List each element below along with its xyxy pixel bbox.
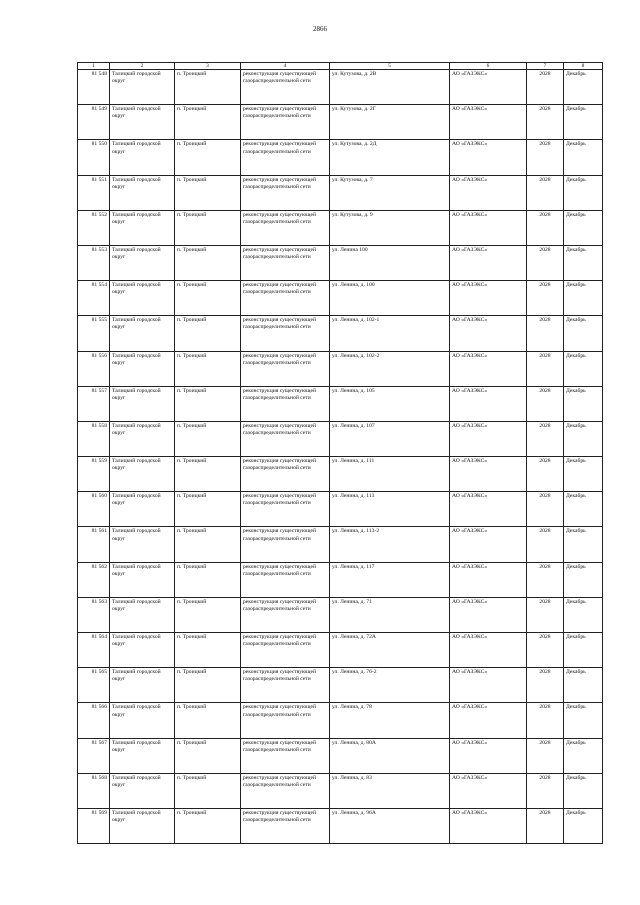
row-number-cell: 81 558 <box>78 421 110 456</box>
work-type-cell: реконструкция существующей газораспределительной сети <box>241 527 330 562</box>
organization-cell: АО «ГАЗЭКС» <box>450 70 527 105</box>
year-cell: 2028 <box>527 210 564 245</box>
settlement-cell: п. Троицкий <box>175 175 241 210</box>
year-cell: 2028 <box>527 457 564 492</box>
table-row <box>78 70 603 105</box>
address-cell: ул. Кутузова, д. 7 <box>330 175 450 210</box>
column-number: 8 <box>564 63 603 70</box>
district-cell: Талицкий городской округ <box>110 175 175 210</box>
address-cell: ул. Ленина, д. 76-2 <box>330 668 450 703</box>
address-cell: ул. Ленина, д. 102-1 <box>330 316 450 351</box>
year-cell: 2028 <box>527 703 564 738</box>
district-cell: Талицкий городской округ <box>110 668 175 703</box>
district-cell: Талицкий городской округ <box>110 140 175 175</box>
month-cell: Декабрь <box>564 808 603 843</box>
table-row <box>78 386 603 421</box>
month-cell: Декабрь <box>564 597 603 632</box>
address-cell: ул. Ленина, д. 96А <box>330 808 450 843</box>
work-type-cell: реконструкция существующей газораспределительной сети <box>241 597 330 632</box>
month-cell: Декабрь <box>564 210 603 245</box>
work-type-cell: реконструкция существующей газораспределительной сети <box>241 351 330 386</box>
district-cell: Талицкий городской округ <box>110 421 175 456</box>
settlement-cell: п. Троицкий <box>175 421 241 456</box>
work-type-cell: реконструкция существующей газораспределительной сети <box>241 668 330 703</box>
district-cell: Талицкий городской округ <box>110 633 175 668</box>
month-cell: Декабрь <box>564 281 603 316</box>
table-row <box>78 703 603 738</box>
work-type-cell: реконструкция существующей газораспределительной сети <box>241 773 330 808</box>
settlement-cell: п. Троицкий <box>175 351 241 386</box>
month-cell: Декабрь <box>564 316 603 351</box>
table-row <box>78 738 603 773</box>
table-row <box>78 633 603 668</box>
address-cell: ул. Кутузова, д. 2Д <box>330 140 450 175</box>
month-cell: Декабрь <box>564 703 603 738</box>
organization-cell: АО «ГАЗЭКС» <box>450 668 527 703</box>
month-cell: Декабрь <box>564 421 603 456</box>
row-number-cell: 81 555 <box>78 316 110 351</box>
year-cell: 2028 <box>527 597 564 632</box>
district-cell: Талицкий городской округ <box>110 316 175 351</box>
year-cell: 2028 <box>527 105 564 140</box>
year-cell: 2028 <box>527 281 564 316</box>
row-number-cell: 81 568 <box>78 773 110 808</box>
month-cell: Декабрь <box>564 386 603 421</box>
month-cell: Декабрь <box>564 140 603 175</box>
table-row <box>78 175 603 210</box>
row-number-cell: 81 551 <box>78 175 110 210</box>
column-number-row <box>78 63 603 70</box>
settlement-cell: п. Троицкий <box>175 70 241 105</box>
table-row <box>78 281 603 316</box>
district-cell: Талицкий городской округ <box>110 351 175 386</box>
month-cell: Декабрь <box>564 738 603 773</box>
column-number: 4 <box>241 63 330 70</box>
district-cell: Талицкий городской округ <box>110 210 175 245</box>
work-type-cell: реконструкция существующей газораспределительной сети <box>241 421 330 456</box>
page-number: 2866 <box>313 25 327 33</box>
column-number: 1 <box>78 63 110 70</box>
column-number: 5 <box>330 63 450 70</box>
address-cell: ул. Ленина 100 <box>330 245 450 280</box>
row-number-cell: 81 548 <box>78 70 110 105</box>
row-number-cell: 81 569 <box>78 808 110 843</box>
year-cell: 2028 <box>527 633 564 668</box>
settlement-cell: п. Троицкий <box>175 738 241 773</box>
organization-cell: АО «ГАЗЭКС» <box>450 351 527 386</box>
organization-cell: АО «ГАЗЭКС» <box>450 492 527 527</box>
work-type-cell: реконструкция существующей газораспределительной сети <box>241 70 330 105</box>
district-cell: Талицкий городской округ <box>110 703 175 738</box>
year-cell: 2028 <box>527 351 564 386</box>
year-cell: 2028 <box>527 70 564 105</box>
row-number-cell: 81 566 <box>78 703 110 738</box>
year-cell: 2028 <box>527 738 564 773</box>
organization-cell: АО «ГАЗЭКС» <box>450 597 527 632</box>
organization-cell: АО «ГАЗЭКС» <box>450 245 527 280</box>
settlement-cell: п. Троицкий <box>175 492 241 527</box>
column-number: 3 <box>175 63 241 70</box>
month-cell: Декабрь <box>564 773 603 808</box>
work-type-cell: реконструкция существующей газораспределительной сети <box>241 738 330 773</box>
row-number-cell: 81 564 <box>78 633 110 668</box>
month-cell: Декабрь <box>564 105 603 140</box>
settlement-cell: п. Троицкий <box>175 808 241 843</box>
column-number: 7 <box>527 63 564 70</box>
table-row <box>78 668 603 703</box>
district-cell: Талицкий городской округ <box>110 492 175 527</box>
year-cell: 2028 <box>527 808 564 843</box>
work-type-cell: реконструкция существующей газораспределительной сети <box>241 457 330 492</box>
row-number-cell: 81 559 <box>78 457 110 492</box>
month-cell: Декабрь <box>564 633 603 668</box>
district-cell: Талицкий городской округ <box>110 597 175 632</box>
settlement-cell: п. Троицкий <box>175 105 241 140</box>
table-row <box>78 421 603 456</box>
settlement-cell: п. Троицкий <box>175 140 241 175</box>
district-cell: Талицкий городской округ <box>110 527 175 562</box>
table-row <box>78 808 603 843</box>
work-type-cell: реконструкция существующей газораспределительной сети <box>241 386 330 421</box>
row-number-cell: 81 562 <box>78 562 110 597</box>
work-type-cell: реконструкция существующей газораспределительной сети <box>241 281 330 316</box>
district-cell: Талицкий городской округ <box>110 281 175 316</box>
row-number-cell: 81 561 <box>78 527 110 562</box>
organization-cell: АО «ГАЗЭКС» <box>450 703 527 738</box>
address-cell: ул. Ленина, д. 80А <box>330 738 450 773</box>
address-cell: ул. Ленина, д. 78 <box>330 703 450 738</box>
organization-cell: АО «ГАЗЭКС» <box>450 808 527 843</box>
settlement-cell: п. Троицкий <box>175 703 241 738</box>
settlement-cell: п. Троицкий <box>175 457 241 492</box>
month-cell: Декабрь <box>564 175 603 210</box>
district-cell: Талицкий городской округ <box>110 808 175 843</box>
column-number: 6 <box>450 63 527 70</box>
month-cell: Декабрь <box>564 492 603 527</box>
work-type-cell: реконструкция существующей газораспределительной сети <box>241 492 330 527</box>
row-number-cell: 81 550 <box>78 140 110 175</box>
organization-cell: АО «ГАЗЭКС» <box>450 175 527 210</box>
year-cell: 2028 <box>527 492 564 527</box>
year-cell: 2028 <box>527 527 564 562</box>
organization-cell: АО «ГАЗЭКС» <box>450 773 527 808</box>
address-cell: ул. Ленина, д. 113 <box>330 492 450 527</box>
year-cell: 2028 <box>527 316 564 351</box>
row-number-cell: 81 552 <box>78 210 110 245</box>
work-type-cell: реконструкция существующей газораспределительной сети <box>241 703 330 738</box>
district-cell: Талицкий городской округ <box>110 105 175 140</box>
table-row <box>78 105 603 140</box>
month-cell: Декабрь <box>564 245 603 280</box>
organization-cell: АО «ГАЗЭКС» <box>450 562 527 597</box>
organization-cell: АО «ГАЗЭКС» <box>450 386 527 421</box>
column-number: 2 <box>110 63 175 70</box>
address-cell: ул. Ленина, д. 105 <box>330 386 450 421</box>
address-cell: ул. Ленина, д. 83 <box>330 773 450 808</box>
organization-cell: АО «ГАЗЭКС» <box>450 633 527 668</box>
month-cell: Декабрь <box>564 70 603 105</box>
month-cell: Декабрь <box>564 562 603 597</box>
settlement-cell: п. Троицкий <box>175 562 241 597</box>
table-row <box>78 245 603 280</box>
row-number-cell: 81 549 <box>78 105 110 140</box>
address-cell: ул. Ленина, д. 107 <box>330 421 450 456</box>
row-number-cell: 81 560 <box>78 492 110 527</box>
work-type-cell: реконструкция существующей газораспределительной сети <box>241 316 330 351</box>
organization-cell: АО «ГАЗЭКС» <box>450 210 527 245</box>
settlement-cell: п. Троицкий <box>175 668 241 703</box>
year-cell: 2028 <box>527 668 564 703</box>
settlement-cell: п. Троицкий <box>175 316 241 351</box>
year-cell: 2028 <box>527 140 564 175</box>
work-type-cell: реконструкция существующей газораспределительной сети <box>241 808 330 843</box>
row-number-cell: 81 563 <box>78 597 110 632</box>
district-cell: Талицкий городской округ <box>110 70 175 105</box>
address-cell: ул. Ленина, д. 111 <box>330 457 450 492</box>
settlement-cell: п. Троицкий <box>175 245 241 280</box>
address-cell: ул. Кутузова, д. 2Г <box>330 105 450 140</box>
year-cell: 2028 <box>527 175 564 210</box>
row-number-cell: 81 557 <box>78 386 110 421</box>
month-cell: Декабрь <box>564 668 603 703</box>
year-cell: 2028 <box>527 421 564 456</box>
district-cell: Талицкий городской округ <box>110 738 175 773</box>
row-number-cell: 81 554 <box>78 281 110 316</box>
settlement-cell: п. Троицкий <box>175 527 241 562</box>
table-row <box>78 597 603 632</box>
register-table <box>77 62 603 844</box>
table-row <box>78 492 603 527</box>
settlement-cell: п. Троицкий <box>175 633 241 668</box>
settlement-cell: п. Троицкий <box>175 386 241 421</box>
row-number-cell: 81 565 <box>78 668 110 703</box>
month-cell: Декабрь <box>564 527 603 562</box>
month-cell: Декабрь <box>564 351 603 386</box>
organization-cell: АО «ГАЗЭКС» <box>450 281 527 316</box>
month-cell: Декабрь <box>564 457 603 492</box>
table-body <box>78 63 603 844</box>
row-number-cell: 81 556 <box>78 351 110 386</box>
year-cell: 2028 <box>527 245 564 280</box>
work-type-cell: реконструкция существующей газораспределительной сети <box>241 633 330 668</box>
district-cell: Талицкий городской округ <box>110 562 175 597</box>
address-cell: ул. Ленина, д. 113-2 <box>330 527 450 562</box>
table-row <box>78 527 603 562</box>
district-cell: Талицкий городской округ <box>110 457 175 492</box>
table-row <box>78 316 603 351</box>
table-row <box>78 773 603 808</box>
work-type-cell: реконструкция существующей газораспределительной сети <box>241 210 330 245</box>
address-cell: ул. Кутузова, д. 2В <box>330 70 450 105</box>
table-row <box>78 457 603 492</box>
district-cell: Талицкий городской округ <box>110 386 175 421</box>
table-row <box>78 210 603 245</box>
table-row <box>78 351 603 386</box>
address-cell: ул. Ленина, д. 72А <box>330 633 450 668</box>
settlement-cell: п. Троицкий <box>175 597 241 632</box>
organization-cell: АО «ГАЗЭКС» <box>450 738 527 773</box>
work-type-cell: реконструкция существующей газораспределительной сети <box>241 562 330 597</box>
year-cell: 2028 <box>527 562 564 597</box>
organization-cell: АО «ГАЗЭКС» <box>450 457 527 492</box>
address-cell: ул. Ленина, д. 100 <box>330 281 450 316</box>
settlement-cell: п. Троицкий <box>175 281 241 316</box>
row-number-cell: 81 553 <box>78 245 110 280</box>
address-cell: ул. Ленина, д. 102-2 <box>330 351 450 386</box>
work-type-cell: реконструкция существующей газораспределительной сети <box>241 245 330 280</box>
row-number-cell: 81 567 <box>78 738 110 773</box>
organization-cell: АО «ГАЗЭКС» <box>450 140 527 175</box>
district-cell: Талицкий городской округ <box>110 773 175 808</box>
table-row <box>78 140 603 175</box>
organization-cell: АО «ГАЗЭКС» <box>450 527 527 562</box>
work-type-cell: реконструкция существующей газораспределительной сети <box>241 140 330 175</box>
work-type-cell: реконструкция существующей газораспределительной сети <box>241 175 330 210</box>
organization-cell: АО «ГАЗЭКС» <box>450 421 527 456</box>
settlement-cell: п. Троицкий <box>175 773 241 808</box>
address-cell: ул. Кутузова, д. 9 <box>330 210 450 245</box>
settlement-cell: п. Троицкий <box>175 210 241 245</box>
organization-cell: АО «ГАЗЭКС» <box>450 316 527 351</box>
district-cell: Талицкий городской округ <box>110 245 175 280</box>
year-cell: 2028 <box>527 386 564 421</box>
table-row <box>78 562 603 597</box>
organization-cell: АО «ГАЗЭКС» <box>450 105 527 140</box>
year-cell: 2028 <box>527 773 564 808</box>
address-cell: ул. Ленина, д. 117 <box>330 562 450 597</box>
address-cell: ул. Ленина, д. 71 <box>330 597 450 632</box>
work-type-cell: реконструкция существующей газораспределительной сети <box>241 105 330 140</box>
